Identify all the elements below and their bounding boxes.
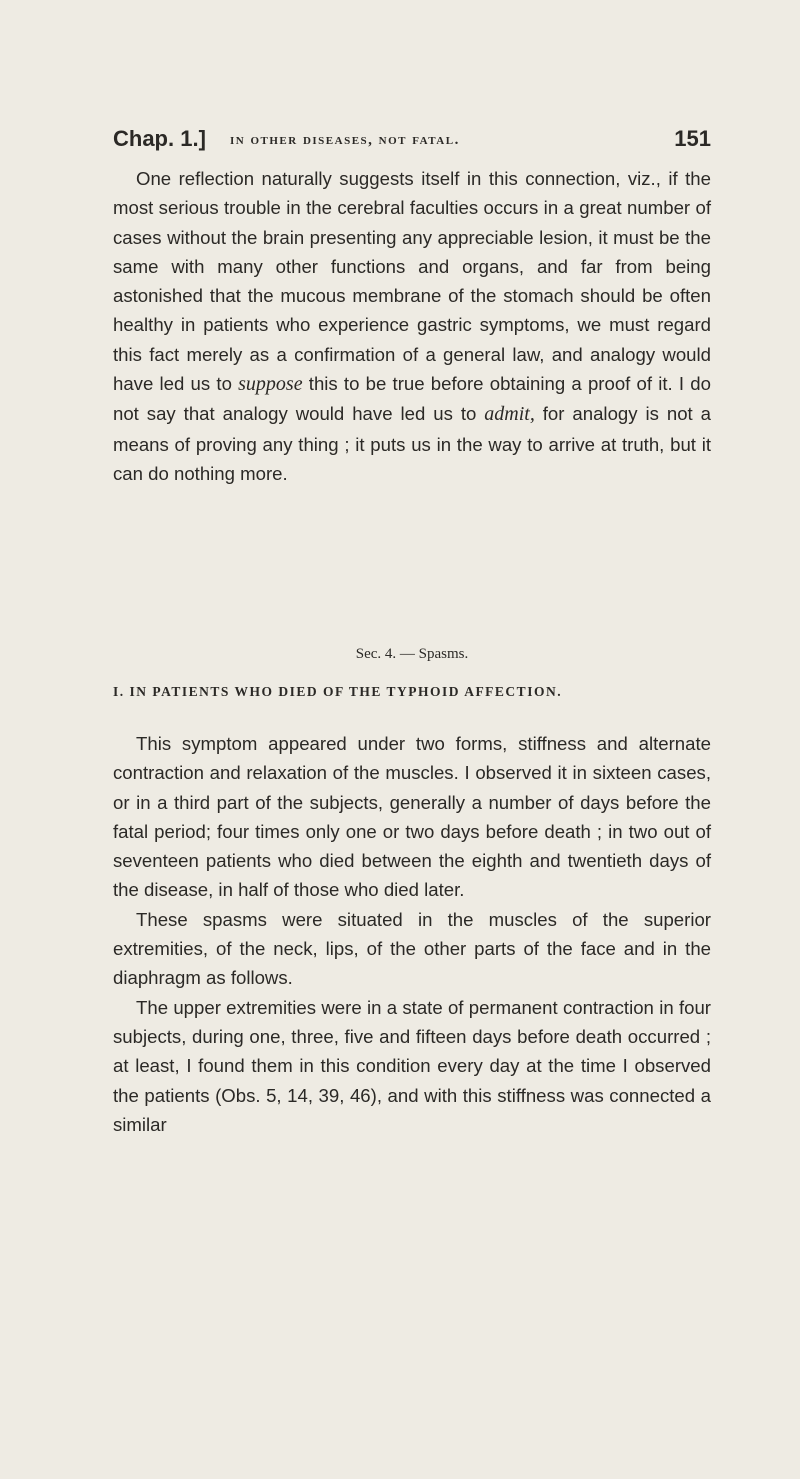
section-heading: Sec. 4. — Spasms. <box>355 646 469 662</box>
italic-word: suppose <box>238 373 303 396</box>
chapter-label: Chap. 1.] <box>113 126 206 151</box>
paragraph: This symptom appeared under two forms, stiffness and alternate contraction and relaxation of the muscles. I observed it in sixteen cases, or in a third part of the subjects, generally a number of days before the fatal period; four times only one or two days before death ; in two out of seventeen patients who died between the eighth and twentieth days of the disease, in half of those who died later. <box>113 733 711 901</box>
paragraph: The upper extremities were in a state of permanent contraction in four subjects, during one, three, five and fifteen days before death occurred ; at least, I found them in this condition every day at the time I observed the patients (Obs. 5, 14, 39, 46), and with this stiffness was connected a similar <box>113 996 711 1135</box>
italic-word: admit, <box>484 403 535 426</box>
running-title: in other diseases, not fatal. <box>230 132 460 148</box>
page-number: 151 <box>674 126 711 151</box>
paragraph: These spasms were situated in the muscles of the superior extremities, of the neck, lips, of the other parts of the face and in the diaphragm as follows. <box>113 908 711 989</box>
text-run: One reflection naturally suggests itself in this connection, viz., if the most serious trouble in the cerebral faculties occurs in a great number of cases without the brain presenting any appreciable lesion, it must be the same with many other functions and organs, and far from being astonished that the mucous membrane of the stomach should be often healthy in patients who experience gastric symptoms, we must regard this fact merely as a confirmation of a general law, and analogy would have led us to <box>113 168 711 395</box>
text-run: this to be true before obtaining a proof of it. I do not say that analogy would have led us to <box>113 373 711 425</box>
running-head <box>113 126 711 160</box>
section-subheading: I. IN PATIENTS WHO DIED OF THE TYPHOID AFFECTION. <box>113 684 563 699</box>
section-body <box>113 729 711 1139</box>
intro-text <box>113 164 711 488</box>
paragraph <box>113 164 711 488</box>
text-run: for analogy is not a means of proving any thing ; it puts us in the way to arrive at truth, but it can do nothing more. <box>113 403 711 484</box>
